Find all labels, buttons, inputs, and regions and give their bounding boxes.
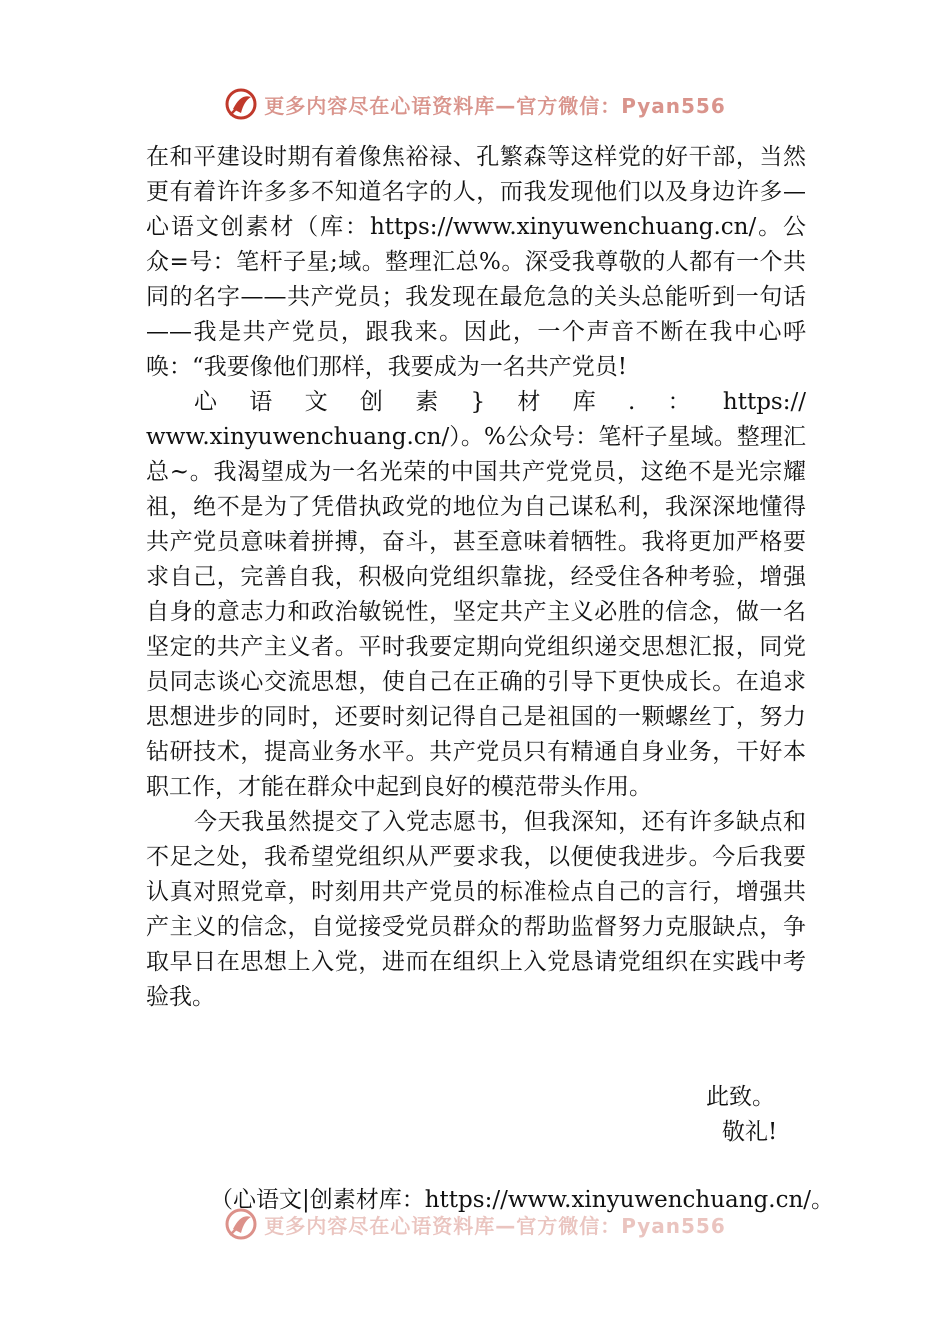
- header-banner-text: 更多内容尽在心语资料库—官方微信：Pyan556: [264, 93, 726, 118]
- logo-icon: [224, 1207, 258, 1241]
- closing-regards: 敬礼!: [722, 1119, 778, 1145]
- source-note: （心语文|创素材库：https://www.xinyuwenchuang.cn/。: [210, 1187, 835, 1213]
- header-watermark-banner: [0, 84, 950, 124]
- paragraph-2-first-line: 心语文创素}材库.：https://: [194, 389, 806, 415]
- closing-salutation: 此致。: [706, 1084, 775, 1110]
- footer-banner-text: 更多内容尽在心语资料库—官方微信：Pyan556: [264, 1213, 726, 1238]
- paragraph-2: [146, 385, 806, 805]
- paragraph-2-rest: www.xinyuwenchuang.cn/）。%公众号：笔杆子星域。整理汇总~。我渴望成为一名光荣的中国共产党党员，这绝不是光宗耀祖，绝不是为了凭借执政党的地位为自己谋私利，我深深地懂得共产党员意味着拼搏，奋斗，甚至意味着牺牲。我将更加严格要求自己，完善自我，积极向党组织靠拢，经受住各种考验，增强自身的意志力和政治敏锐性，坚定共产主义必胜的信念，做一名坚定的共产主义者。平时我要定期向党组织递交思想汇报，同党员同志谈心交流思想，使自己在正确的引导下更快成长。在追求思想进步的同时，还要时刻记得自己是祖国的一颗螺丝丁，努力钻研技术，提高业务水平。共产党员只有精通自身业务，干好本职工作，才能在群众中起到良好的模范带头作用。: [146, 424, 806, 800]
- paragraph-3: 今天我虽然提交了入党志愿书，但我深知，还有许多缺点和不足之处，我希望党组织从严要求我，以便使我进步。今后我要认真对照党章，时刻用共产党员的标准检点自己的言行，增强共产主义的信念，自觉接受党员群众的帮助监督努力克服缺点，争取早日在思想上入党，进而在组织上入党恳请党组织在实践中考验我。: [146, 809, 806, 1010]
- letter-body: [146, 140, 806, 1015]
- paragraph-1: 在和平建设时期有着像焦裕禄、孔繁森等这样党的好干部，当然更有着许许多多不知道名字的人，而我发现他们以及身边许多—心语文创素材（库：https://www.xinyuwenchuang.cn/。公众=号：笔杆子星;域。整理汇总%。深受我尊敬的人都有一个共同的名字——共产党员；我发现在最危急的关头总能听到一句话——我是共产党员，跟我来。因此，一个声音不断在我中心呼唤：“我要像他们那样，我要成为一名共产党员!: [146, 144, 806, 380]
- footer-watermark-banner: [0, 1204, 950, 1244]
- logo-icon: [224, 87, 258, 121]
